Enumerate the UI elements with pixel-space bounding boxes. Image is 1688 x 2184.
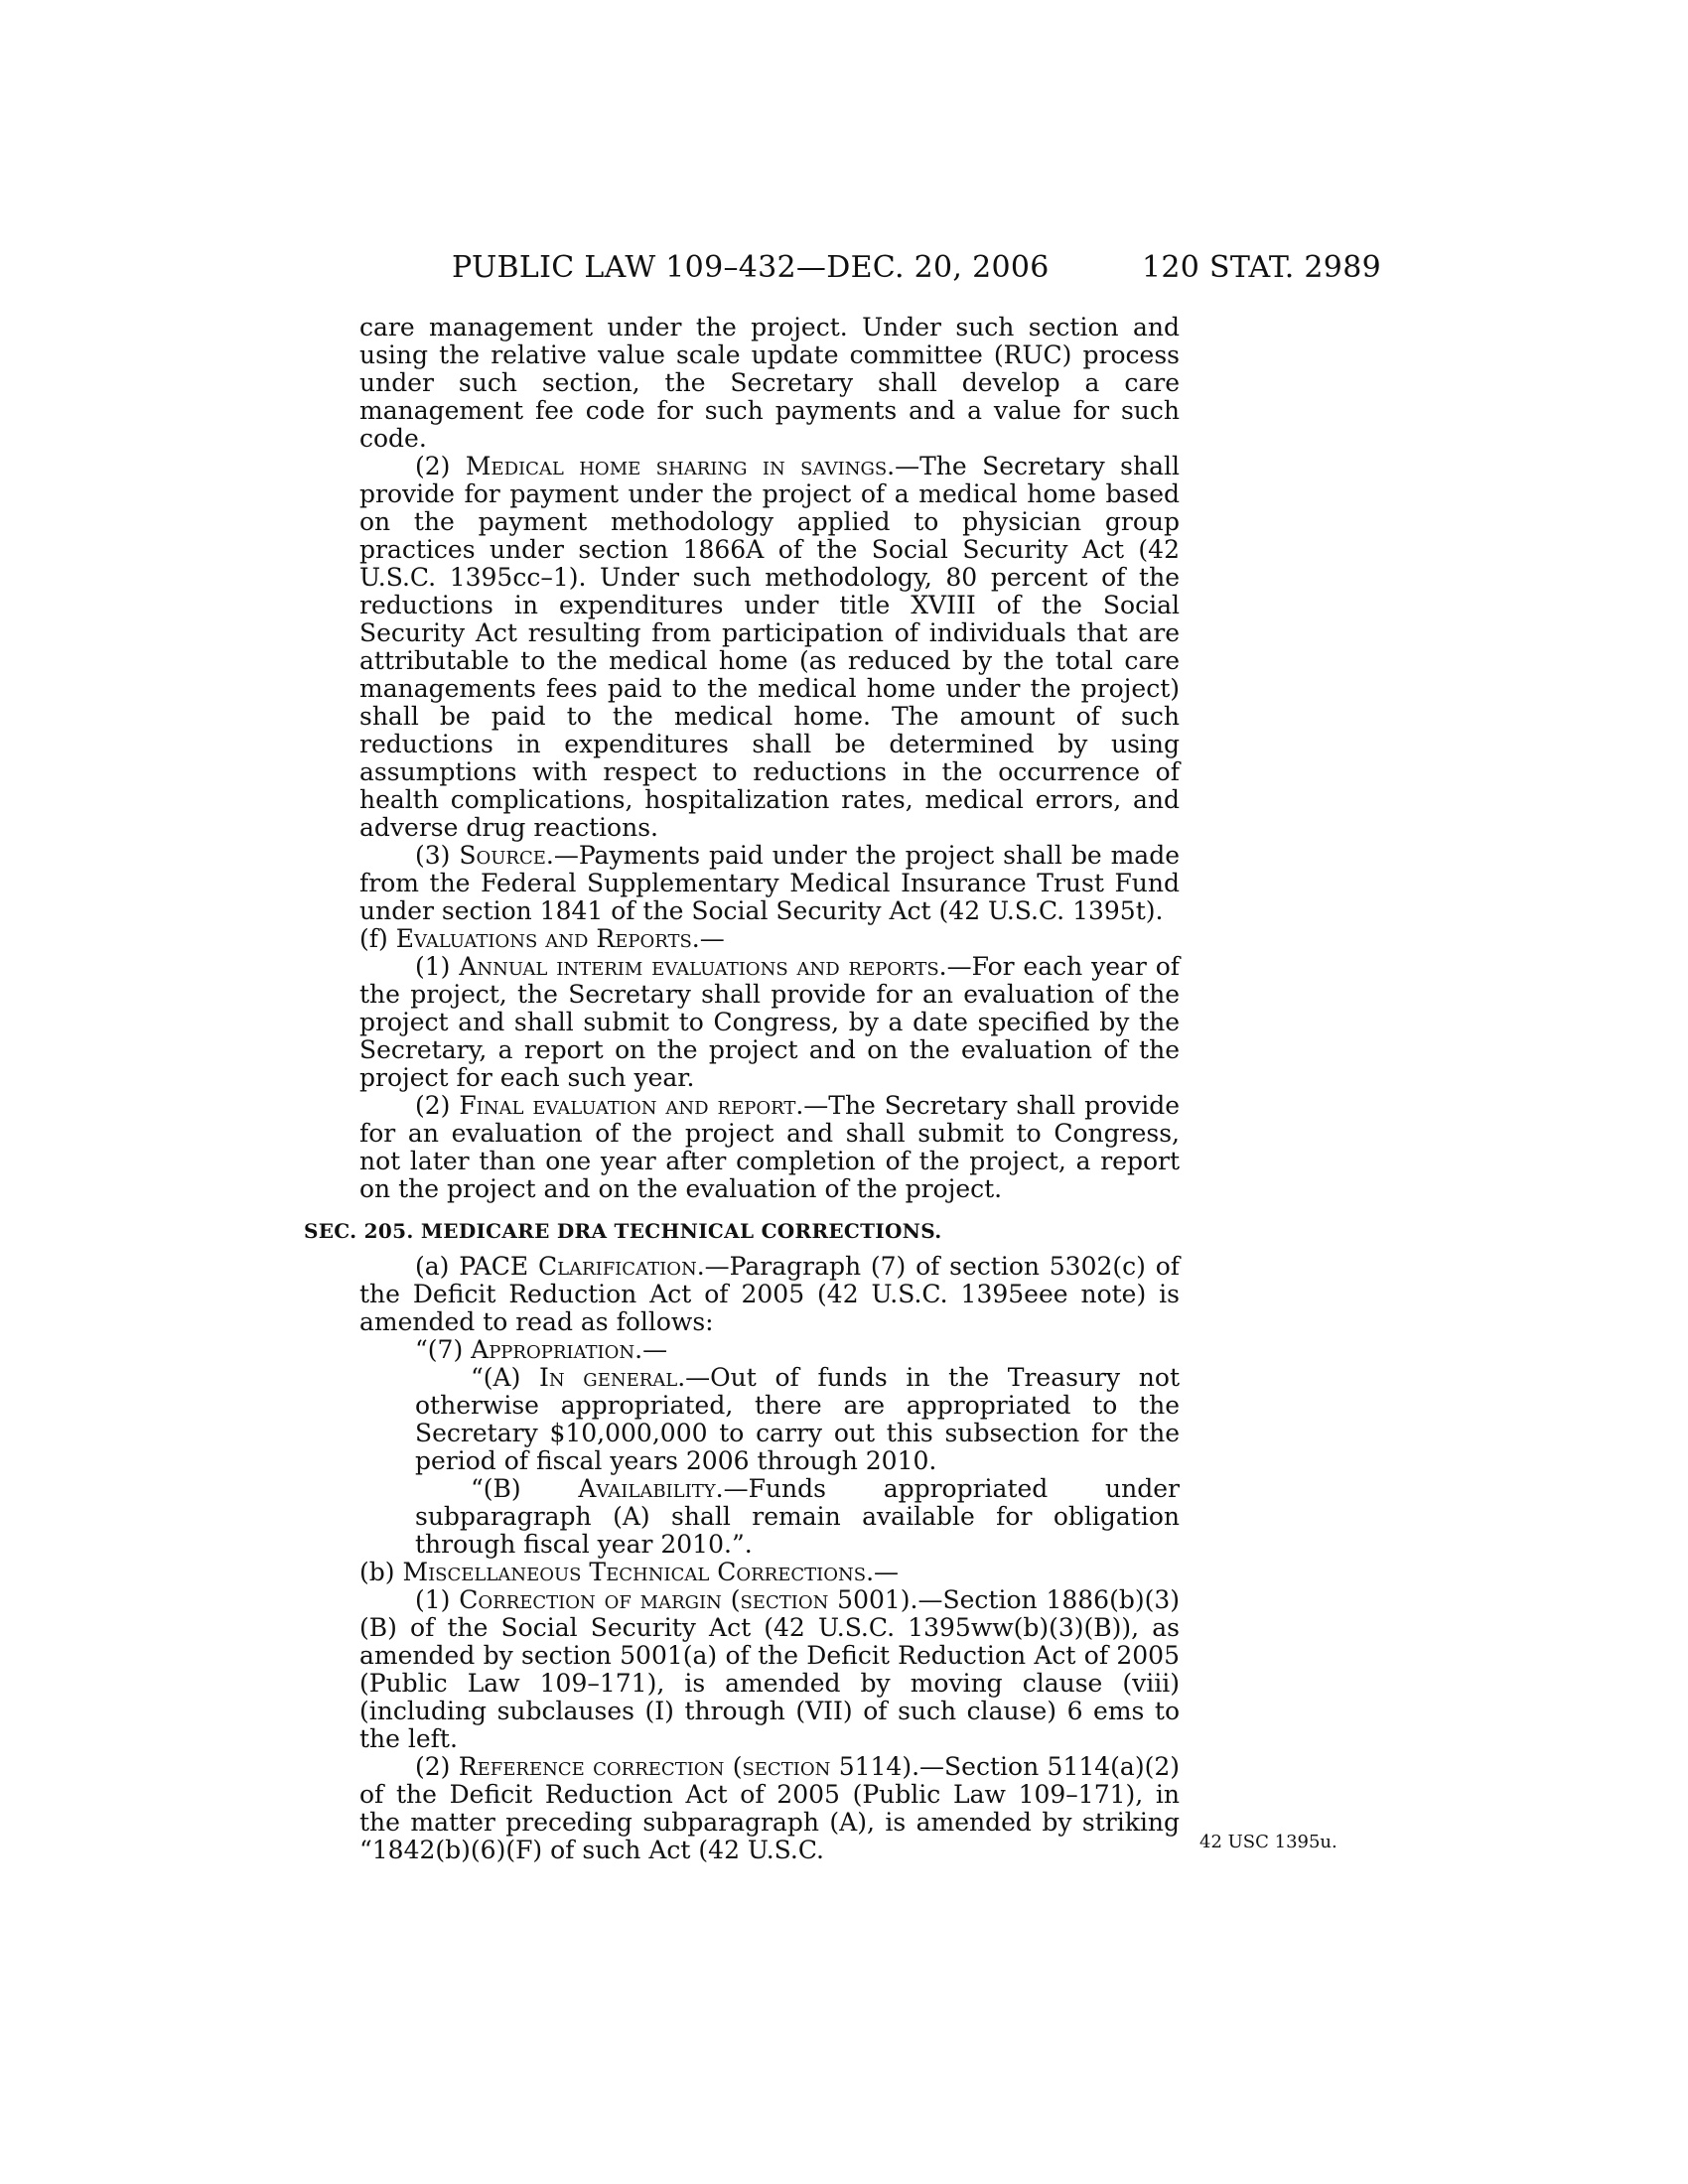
running-header-law: PUBLIC LAW 109–432—DEC. 20, 2006 (452, 250, 1050, 285)
paragraph-reference-correction: (2) Reference correction (section 5114).—Section 5114(a)(2) of the Deficit Reduction Act of 2005 (Public Law 109–171), in the matter preceding subparagraph (A), is amended by striking “1842(b)(6)(F) of such Act (42 U.S.C. (359, 1752, 1181, 1864)
quoted-amendment (415, 1336, 1180, 1559)
paragraph-correction-of-margin: (1) Correction of margin (section 5001).—Section 1886(b)(3)(B) of the Social Security Act (42 U.S.C. 1395ww(b)(3)(B)), as amended by section 5001(a) of the Deficit Reduction Act of 2005 (Public Law 109–171), is amended by moving clause (viii) (including subclauses (I) through (VII) of such clause) 6 ems to the left. (359, 1585, 1180, 1753)
quoted-subparagraph-availability: “(B) Availability.—Funds appropriated under subparagraph (A) shall remain available for obligation through fiscal year 2010.”. (415, 1474, 1181, 1559)
section-heading: SEC. 205. MEDICARE DRA TECHNICAL CORRECTIONS. (304, 1219, 942, 1243)
subsection-pace-clarification: (a) PACE Clarification.—Paragraph (7) of section 5302(c) of the Deficit Reduction Act of 2005 (42 U.S.C. 1395eee note) is amended to read as follows: (359, 1252, 1180, 1336)
subsection-evaluations: (f) Evaluations and Reports.— (359, 924, 725, 953)
paragraph-source: (3) Source.—Payments paid under the project shall be made from the Federal Supplementary Medical Insurance Trust Fund under section 1841 of the Social Security Act (42 U.S.C. 1395t). (359, 841, 1180, 925)
paragraph-final-evaluation: (2) Final evaluation and report.—The Secretary shall provide for an evaluation of the project and shall submit to Congress, not later than one year after completion of the project, a report on the project and on the evaluation of the project. (359, 1091, 1181, 1203)
paragraph-medical-home-savings: (2) Medical home sharing in savings.—The Secretary shall provide for payment under the project of a medical home based on the payment methodology applied to physician group practices under section 1866A of the Social Security Act (42 U.S.C. 1395cc–1). Under such methodology, 80 percent of the reductions in expenditures under title XVIII of the Social Security Act resulting from participation of individuals that are attributable to the medical home (as reduced by the total care managements fees paid to the medical home under the project) shall be paid to the medical home. The amount of such reductions in expenditures shall be determined by using assumptions with respect to reductions in the occurrence of health complications, hospitalization rates, medical errors, and adverse drug reactions. (359, 452, 1181, 842)
main-text (304, 313, 1181, 1864)
margin-note-usc: 42 USC 1395u. (1199, 1832, 1337, 1852)
quoted-paragraph-appropriation: “(7) Appropriation.— (415, 1335, 668, 1364)
paragraph-annual-evaluations: (1) Annual interim evaluations and reports.—For each year of the project, the Secretary shall provide for an evaluation of the project and shall submit to Congress, by a date specified by the Secretary, a report on the project and on the evaluation of the project for each such year. (359, 952, 1181, 1092)
subsection-misc-corrections: (b) Miscellaneous Technical Corrections.— (359, 1558, 900, 1586)
running-header-page: 120 STAT. 2989 (1142, 250, 1381, 285)
paragraph-continuation: care management under the project. Under such section and using the relative value scale update committee (RUC) process under such section, the Secretary shall develop a care management fee code for such payments and a value for such code. (359, 313, 1180, 453)
quoted-subparagraph-general: “(A) In general.—Out of funds in the Treasury not otherwise appropriated, there are appropriated to the Secretary $10,000,000 to carry out this subsection for the period of fiscal years 2006 through 2010. (415, 1363, 1180, 1475)
